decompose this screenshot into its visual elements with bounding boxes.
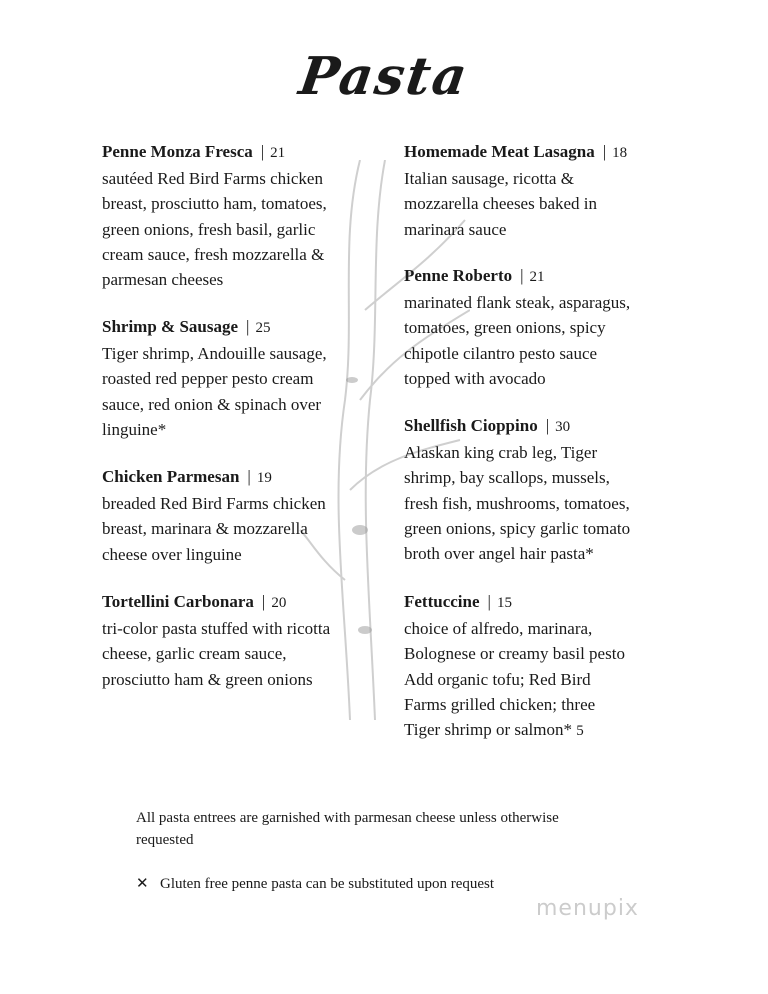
item-price: 20 <box>271 595 287 611</box>
menu-item: Tortellini Carbonara | 20 tri-color pasta stuffed with ricotta cheese, garlic cream sauce, prosciutto ham & green onions <box>102 589 352 692</box>
item-price: 15 <box>496 595 512 611</box>
addon-price: 5 <box>576 723 584 740</box>
gluten-free-note <box>136 874 494 893</box>
item-name: Fettuccine <box>404 592 480 611</box>
item-price: 25 <box>255 320 271 336</box>
item-name: Tortellini Carbonara <box>102 592 254 611</box>
item-name: Chicken Parmesan <box>102 467 240 486</box>
item-name: Penne Monza Fresca <box>102 142 253 161</box>
item-description: sautéed Red Bird Farms chicken breast, prosciutto ham, tomatoes, green onions, fresh basil, garlic cream sauce, fresh mozzarella & parmesan cheeses <box>102 169 327 290</box>
item-description: tri-color pasta stuffed with ricotta cheese, garlic cream sauce, prosciutto ham & green onions <box>102 619 331 689</box>
item-price: 19 <box>256 470 272 486</box>
footnote: All pasta entrees are garnished with parmesan cheese unless otherwise requested <box>136 810 559 848</box>
menu-item: Fettuccine | 15 choice of alfredo, marinara, Bolognese or creamy basil pesto Add organic tofu; Red Bird Farms grilled chicken; three Tiger shrimp or salmon* 5 <box>404 592 625 740</box>
menu-item: Penne Roberto | 21 marinated flank steak, asparagus, tomatoes, green onions, spicy chipotle cilantro pesto sauce topped with avocado <box>404 263 664 391</box>
item-name: Penne Roberto <box>404 266 513 285</box>
item-description: Italian sausage, ricotta & mozzarella cheeses baked in marinara sauce <box>404 169 598 239</box>
page-title: Pasta <box>295 46 473 107</box>
item-price: 21 <box>529 269 545 285</box>
menu-item: Homemade Meat Lasagna | 18 Italian sausage, ricotta & mozzarella cheeses baked in marinara sauce <box>404 139 664 242</box>
item-description: breaded Red Bird Farms chicken breast, marinara & mozzarella cheese over linguine <box>102 494 326 564</box>
item-price: 30 <box>555 419 571 435</box>
menu-item: Shrimp & Sausage | 25 Tiger shrimp, Andouille sausage, roasted red pepper pesto cream sauce, red onion & spinach over linguine* <box>102 314 352 442</box>
item-price: 21 <box>270 145 286 161</box>
item-name: Shellfish Cioppino <box>404 416 538 435</box>
item-name: Shrimp & Sausage <box>102 317 239 336</box>
menu-item: Chicken Parmesan | 19 breaded Red Bird Farms chicken breast, marinara & mozzarella cheese over linguine <box>102 464 352 567</box>
menu-item: Shellfish Cioppino | 30 Alaskan king crab leg, Tiger shrimp, bay scallops, mussels, fresh fish, mushrooms, tomatoes, green onions, spicy garlic tomato broth over angel hair pasta* <box>404 413 664 566</box>
item-price: 18 <box>612 145 628 161</box>
item-description: marinated flank steak, asparagus, tomatoes, green onions, spicy chipotle cilantro pesto sauce topped with avocado <box>404 293 631 388</box>
item-description: Alaskan king crab leg, Tiger shrimp, bay scallops, mussels, fresh fish, mushrooms, tomatoes, green onions, spicy garlic tomato broth over angel hair pasta* <box>404 443 631 564</box>
menu-item: Penne Monza Fresca | 21 sautéed Red Bird Farms chicken breast, prosciutto ham, tomatoes, green onions, fresh basil, garlic cream sauce, fresh mozzarella & parmesan cheeses <box>102 139 352 292</box>
item-name: Homemade Meat Lasagna <box>404 142 595 161</box>
item-description: choice of alfredo, marinara, Bolognese or creamy basil pesto Add organic tofu; Red Bird Farms grilled chicken; three Tiger shrimp or salmon* <box>404 619 625 740</box>
gluten-free-icon: ✕ <box>136 876 149 892</box>
gluten-free-text: Gluten free penne pasta can be substituted upon request <box>160 876 495 892</box>
watermark: menupix <box>536 896 639 921</box>
item-description: Tiger shrimp, Andouille sausage, roasted red pepper pesto cream sauce, red onion & spinach over linguine* <box>102 344 327 439</box>
